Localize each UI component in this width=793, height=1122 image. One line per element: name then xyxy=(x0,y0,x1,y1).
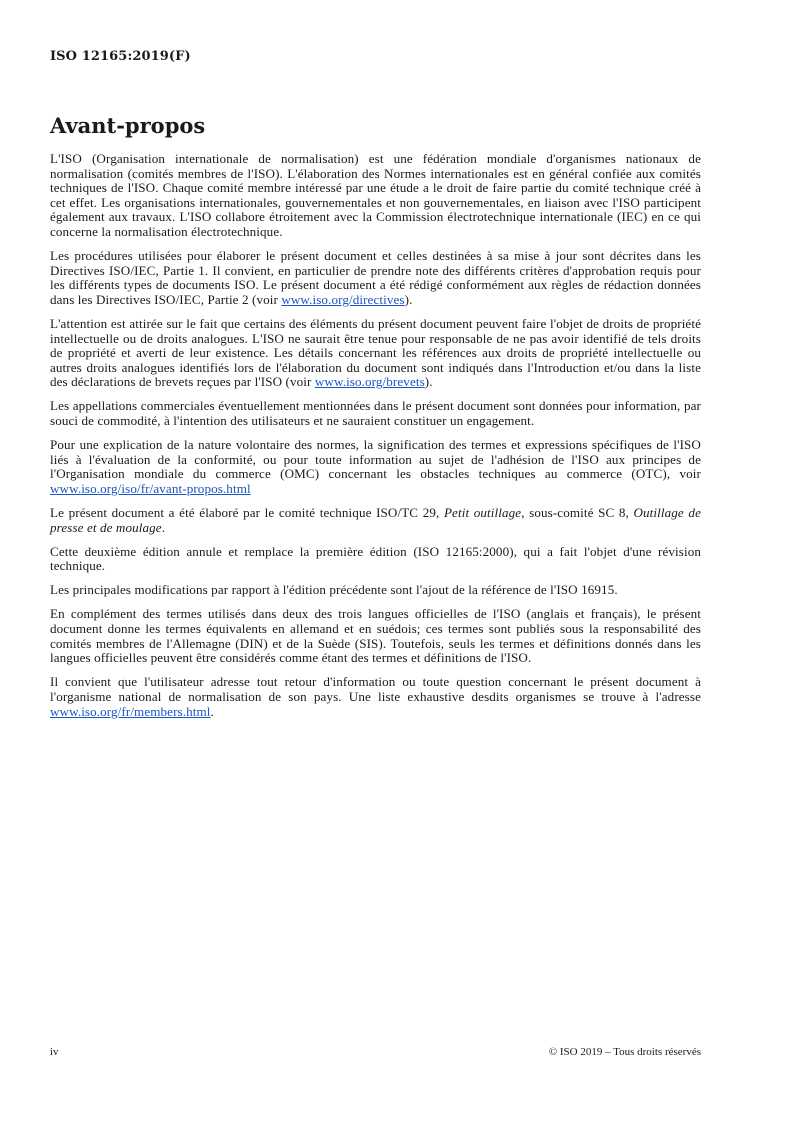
copyright-notice: © ISO 2019 – Tous droits réservés xyxy=(548,1046,701,1058)
paragraph-committee xyxy=(50,506,701,535)
paragraph-text-end: . xyxy=(210,703,214,719)
paragraph-text: Pour une explication de la nature volontaire des normes, la signification des termes et expressions spécifiques de l'ISO liés à l'évaluation de la conformité, ou pour toute information au sujet de l'adhésion de l'ISO aux principes de l'Organisation mondiale du commerce (OMC) concernant les obstacles techniques au commerce (OTC), voir xyxy=(50,437,701,482)
paragraph-iso-organisation: L'ISO (Organisation internationale de normalisation) est une fédération mondiale d'organismes nationaux de normalisation (comités membres de l'ISO). L'élaboration des Normes internationales est en général confiée aux comités techniques de l'ISO. Chaque comité membre intéressé par une étude a le droit de faire partie du comité technique créé à cet effet. Les organisations internationales, gouvernementales et non gouvernementales, en liaison avec l'ISO participent également aux travaux. L'ISO collabore étroitement avec la Commission électrotechnique internationale (IEC) en ce qui concerne la normalisation électrotechnique. xyxy=(50,151,701,239)
link-brevets[interactable]: www.iso.org/brevets xyxy=(314,374,425,390)
page-title: Avant-propos xyxy=(50,113,206,138)
paragraph-feedback xyxy=(50,675,701,719)
link-directives[interactable]: www.iso.org/directives xyxy=(281,291,405,307)
committee-name: Petit outillage xyxy=(443,504,522,520)
paragraph-trade-names: Les appellations commerciales éventuellement mentionnées dans le présent document sont données pour information, par souci de commodité, à l'intention des utilisateurs et ne sauraient constituer un engagement. xyxy=(50,398,701,428)
document-id: ISO 12165:2019(F) xyxy=(50,49,191,64)
link-avant-propos[interactable]: www.iso.org/iso/fr/avant-propos.html xyxy=(50,480,251,496)
paragraph-patent-rights xyxy=(50,317,701,390)
paragraph-procedures xyxy=(50,249,701,307)
paragraph-voluntary-nature xyxy=(50,438,701,496)
foreword-body xyxy=(50,152,701,729)
paragraph-text: Les procédures utilisées pour élaborer le présent document et celles destinées à sa mise à jour sont décrites dans les Directives ISO/IEC, Partie 1. Il convient, en particulier de prendre note des différents critères d'approbation requis pour les différents types de documents ISO. Le présent document a été rédigé conformément aux règles de rédaction données dans les Directives ISO/IEC, Partie 2 (voir xyxy=(50,248,701,307)
paragraph-text: Le présent document a été élaboré par le comité technique ISO/TC 29, xyxy=(50,504,444,520)
paragraph-modifications: Les principales modifications par rapport à l'édition précédente sont l'ajout de la référence de l'ISO 16915. xyxy=(50,582,618,598)
link-members[interactable]: www.iso.org/fr/members.html xyxy=(50,703,211,719)
paragraph-text: Il convient que l'utilisateur adresse tout retour d'information ou toute question concernant le présent document à l'organisme national de normalisation de son pays. Une liste exhaustive desdits organismes se trouve à l'adresse xyxy=(50,674,701,704)
page-number: iv xyxy=(50,1046,59,1058)
paragraph-text-end: ). xyxy=(424,374,433,390)
subcommittee-name: Outillage de presse et de moulage xyxy=(50,504,701,535)
paragraph-text-end: ). xyxy=(404,291,413,307)
paragraph-text-mid: , sous-comité SC 8, xyxy=(521,504,634,520)
paragraph-text-end: . xyxy=(161,519,166,535)
paragraph-languages: En complément des termes utilisés dans deux des trois langues officielles de l'ISO (anglais et français), le présent document donne les termes équivalents en allemand et en suédois; ces termes sont publiés sous la responsabilité des comités membres de l'Allemagne (DIN) et de la Suède (SIS). Toutefois, seuls les termes et définitions donnés dans les langues officielles peuvent être considérés comme étant des termes et définitions de l'ISO. xyxy=(50,606,701,666)
paragraph-edition: Cette deuxième édition annule et remplace la première édition (ISO 12165:2000), qui a fait l'objet d'une révision technique. xyxy=(50,543,701,574)
paragraph-text: L'attention est attirée sur le fait que certains des éléments du présent document peuvent faire l'objet de droits de propriété intellectuelle ou de droits analogues. L'ISO ne saurait être tenue pour responsable de ne pas avoir identifié de tels droits de propriété et averti de leur existence. Les détails concernant les références aux droits de propriété intellectuelle ou autres droits analogues identifiés lors de l'élaboration du document sont indiqués dans l'Introduction et/ou dans la liste des déclarations de brevets reçues par l'ISO (voir xyxy=(50,315,701,390)
